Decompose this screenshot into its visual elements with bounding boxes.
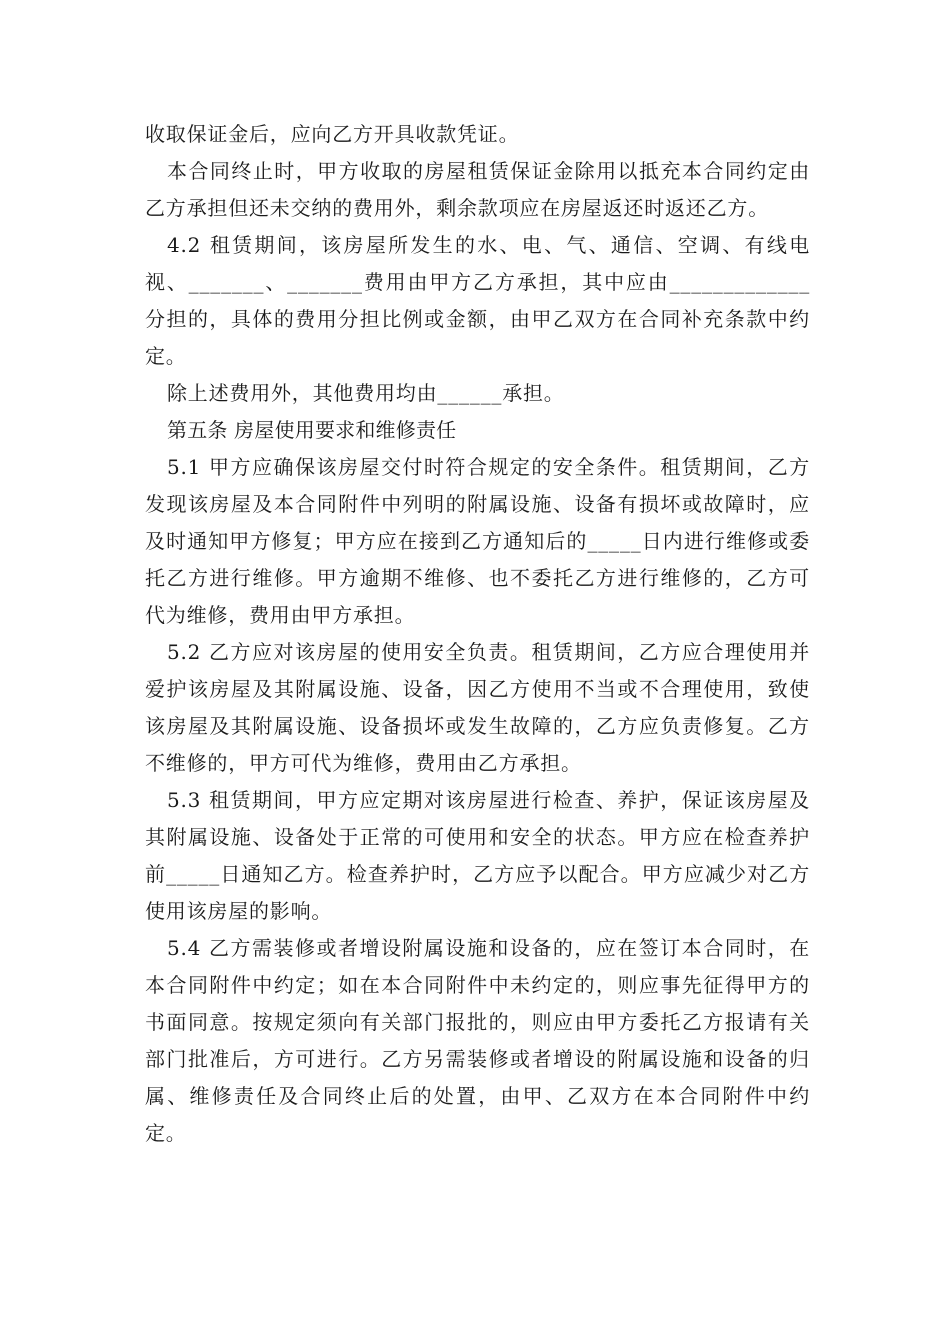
clause-5-4: 5.4 乙方需装修或者增设附属设施和设备的，应在签订本合同时，在本合同附件中约定；如在本合同附件中未约定的，则应事先征得甲方的书面同意。按规定须向有关部门报批的，则应由甲方委托乙方报请有关部门批准后，方可进行。乙方另需装修或者增设的附属设施和设备的归属、维修责任及合同终止后的处置，由甲、乙双方在本合同附件中约定。 [145, 936, 810, 1145]
paragraph-deposit-refund: 本合同终止时，甲方收取的房屋租赁保证金除用以抵充本合同约定由乙方承担但还未交纳的费用外，剩余款项应在房屋返还时返还乙方。 [145, 159, 810, 220]
clause-4-2: 4.2 租赁期间，该房屋所发生的水、电、气、通信、空调、有线电视、_______、_______费用由甲方乙方承担，其中应由_____________分担的，具体的费用分担比例或金额，由甲乙双方在合同补充条款中约定。 [145, 233, 810, 368]
paragraph-deposit-receipt: 收取保证金后，应向乙方开具收款凭证。 [145, 122, 520, 146]
clause-5-3: 5.3 租赁期间，甲方应定期对该房屋进行检查、养护，保证该房屋及其附属设施、设备处于正常的可使用和安全的状态。甲方应在检查养护前_____日通知乙方。检查养护时，乙方应予以配合。甲方应减少对乙方使用该房屋的影响。 [145, 788, 810, 923]
clause-5-2: 5.2 乙方应对该房屋的使用安全负责。租赁期间，乙方应合理使用并爱护该房屋及其附属设施、设备，因乙方使用不当或不合理使用，致使该房屋及其附属设施、设备损坏或发生故障的，乙方应负责修复。乙方不维修的，甲方可代为维修，费用由乙方承担。 [145, 640, 810, 775]
paragraph-other-fees: 除上述费用外，其他费用均由______承担。 [167, 381, 565, 405]
clause-5-1: 5.1 甲方应确保该房屋交付时符合规定的安全条件。租赁期间，乙方发现该房屋及本合同附件中列明的附属设施、设备有损坏或故障时，应及时通知甲方修复；甲方应在接到乙方通知后的_____日内进行维修或委托乙方进行维修。甲方逾期不维修、也不委托乙方进行维修的，乙方可代为维修，费用由甲方承担。 [145, 455, 810, 627]
section-heading-article-5: 第五条 房屋使用要求和维修责任 [167, 418, 457, 442]
document-body [145, 116, 810, 1152]
